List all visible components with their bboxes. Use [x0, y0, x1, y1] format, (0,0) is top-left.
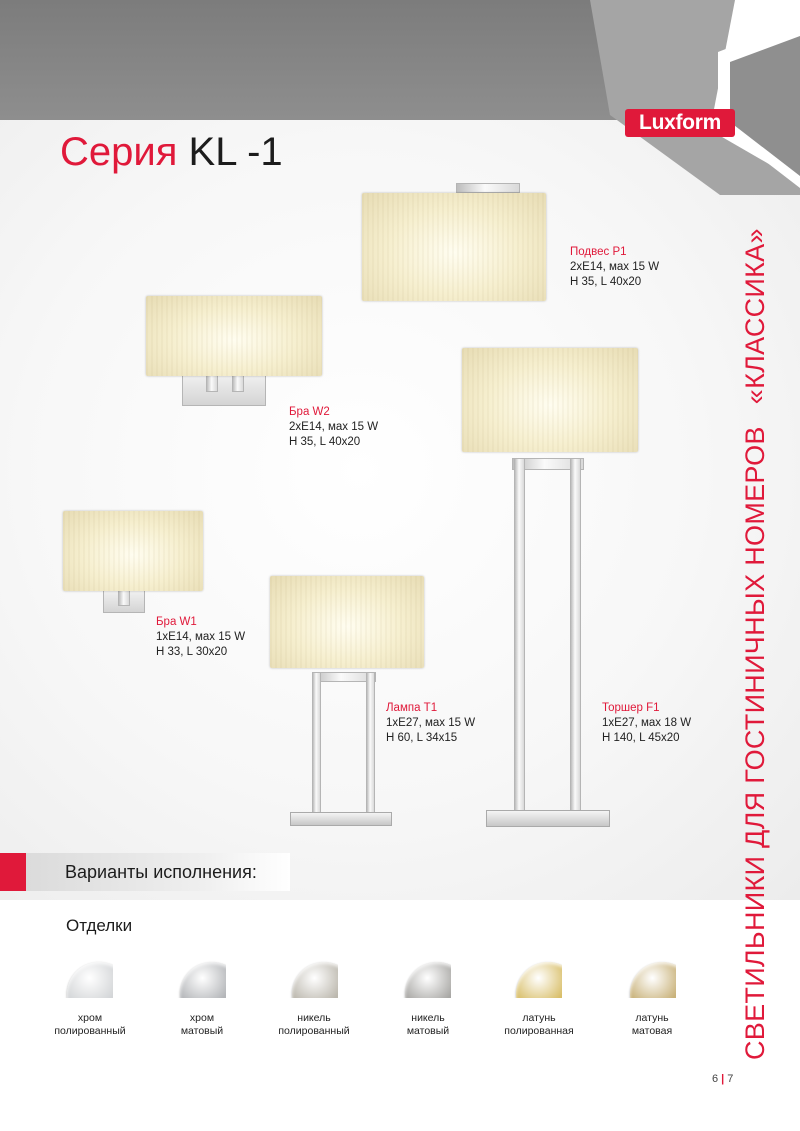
f1-leg-right: [570, 458, 581, 814]
f1-base: [486, 810, 610, 827]
vertical-category-title: [737, 60, 773, 1060]
finish-swatch: [512, 958, 562, 998]
t1-leg-left: [312, 672, 321, 816]
finish-swatch: [63, 958, 113, 998]
finish-disc: [180, 962, 226, 998]
w1-shade: [63, 511, 203, 591]
category-line-2: «КЛАССИКА»: [740, 228, 770, 405]
w2-shade: [146, 296, 322, 376]
product-t1-caption: [386, 701, 475, 746]
product-p1-spec2: H 35, L 40x20: [570, 276, 642, 288]
f1-leg-left: [514, 458, 525, 814]
variants-red-tab: [0, 853, 26, 891]
finish-label-line1: хром: [189, 1012, 215, 1024]
product-w1-spec2: H 33, L 30x20: [156, 646, 228, 658]
title-prefix: Серия: [60, 130, 178, 174]
finish-disc: [292, 962, 338, 998]
finish-label-line1: никель: [411, 1012, 445, 1024]
page-title: [60, 128, 283, 176]
finish-disc: [516, 962, 562, 998]
product-f1-name: Торшер F1: [602, 702, 660, 714]
finish-label: [152, 1012, 252, 1038]
finish-label-line2: полированный: [278, 1025, 350, 1037]
product-p1-caption: [570, 245, 659, 290]
finish-label: [378, 1012, 478, 1038]
finish-disc: [67, 962, 113, 998]
finish-label-line2: матовый: [180, 1025, 224, 1037]
product-p1-name: Подвес P1: [570, 246, 627, 258]
page-separator: |: [721, 1073, 725, 1085]
t1-shade: [270, 576, 424, 668]
product-f1-spec1: 1хE27, мах 18 W: [602, 717, 692, 729]
finish-disc: [630, 962, 676, 998]
page-number-left: 6: [712, 1073, 719, 1085]
product-f1-spec2: H 140, L 45x20: [602, 732, 680, 744]
luxform-logo: Luxform: [625, 109, 735, 137]
finish-label-line2: матовая: [631, 1025, 673, 1037]
finish-label-line1: хром: [77, 1012, 103, 1024]
finish-swatch: [401, 958, 451, 998]
finish-label-line2: матовый: [406, 1025, 450, 1037]
page-number-right: 7: [727, 1073, 734, 1085]
finish-swatch: [176, 958, 226, 998]
finish-label: [489, 1012, 589, 1038]
finish-label-line1: никель: [297, 1012, 331, 1024]
product-w2-name: Бра W2: [289, 406, 330, 418]
p1-shade: [362, 193, 546, 301]
product-w1-caption: [156, 615, 245, 660]
product-t1-name: Лампа T1: [386, 702, 438, 714]
finish-label-line1: латунь: [635, 1012, 669, 1024]
finish-label: [264, 1012, 364, 1038]
w2-wall-plate: [182, 372, 266, 406]
finish-label: [40, 1012, 140, 1038]
product-t1-spec2: H 60, L 34x15: [386, 732, 458, 744]
product-t1-spec1: 1хE27, мах 15 W: [386, 717, 476, 729]
finish-swatch: [626, 958, 676, 998]
variants-heading: Варианты исполнения:: [65, 862, 257, 882]
finishes-heading: Отделки: [66, 916, 133, 935]
page-numbers: [712, 1073, 733, 1085]
finish-label: [602, 1012, 702, 1038]
t1-base: [290, 812, 392, 826]
product-w1-name: Бра W1: [156, 616, 197, 628]
product-f1-caption: [602, 701, 691, 746]
finish-label-line1: латунь: [522, 1012, 556, 1024]
t1-leg-right: [366, 672, 375, 816]
finish-label-line2: полированная: [504, 1025, 574, 1037]
category-line-1: СВЕТИЛЬНИКИ ДЛЯ ГОСТИНИЧНЫХ НОМЕРОВ: [740, 426, 770, 1060]
product-p1-spec1: 2хE14, мах 15 W: [570, 261, 660, 273]
p1-ceiling-plate: [456, 183, 520, 193]
product-w2-caption: [289, 405, 378, 450]
finish-swatch: [288, 958, 338, 998]
finish-label-line2: полированный: [54, 1025, 126, 1037]
product-w2-spec1: 2хE14, мах 15 W: [289, 421, 379, 433]
title-model: KL -1: [188, 130, 283, 174]
finish-disc: [405, 962, 451, 998]
product-w2-spec2: H 35, L 40x20: [289, 436, 361, 448]
product-w1-spec1: 1хE14, мах 15 W: [156, 631, 246, 643]
f1-shade: [462, 348, 638, 452]
